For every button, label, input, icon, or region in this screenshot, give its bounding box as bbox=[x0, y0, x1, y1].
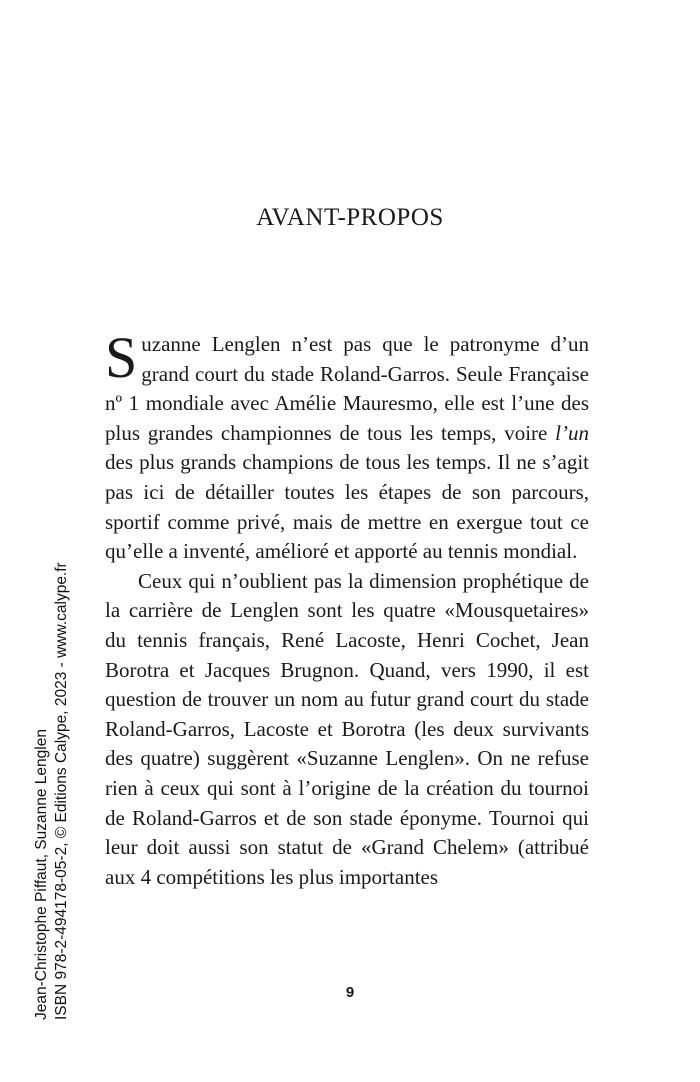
paragraph-2: Ceux qui n’oublient pas la dimension prophétique de la carrière de Lenglen sont les quatre «Mousquetaires» du tennis français, René Lacoste, Henri Cochet, Jean Borotra et Jacques Brugnon. Quand, vers 1990, il est question de trouver un nom au futur grand court du stade Roland-Garros, Lacoste et Borotra (les deux survivants des quatre) suggèrent «Suzanne Lenglen». On ne refuse rien à ceux qui sont à l’origine de la création du tournoi de Roland-Garros et de son stade éponyme. Tournoi qui leur doit aussi son statut de «Grand Chelem» (attribué aux 4 compétitions les plus importantes bbox=[105, 568, 589, 889]
copyright-side-note bbox=[32, 480, 74, 1020]
side-note-author-title: Jean-Christophe Piffaut, Suzanne Lenglen bbox=[33, 729, 50, 1020]
paragraph-1-text-a: uzanne Lenglen n’est pas que le patronyme d’un grand court du stade Roland-Garros. Seule Française nº 1 mondiale avec Amélie Mauresmo, elle est l’une des plus grandes championnes de tous les temps, voire bbox=[105, 332, 589, 445]
chapter-title: AVANT-PROPOS bbox=[256, 204, 444, 231]
paragraph-1-text-b: des plus grands champions de tous les temps. Il ne s’agit pas ici de détailler toutes les étapes de son parcours, sportif comme privé, mais de mettre en exergue tout ce qu’elle a inventé, amélioré et apporté au tennis mondial. bbox=[105, 450, 589, 564]
drop-cap: S bbox=[105, 325, 138, 390]
page-number: 9 bbox=[345, 984, 355, 1001]
side-note-isbn: ISBN 978-2-494178-05-2, © Editions Calype, 2023 - www.calype.fr bbox=[53, 562, 70, 1020]
body-text bbox=[105, 325, 589, 892]
paragraph-1-italic: l’un bbox=[555, 420, 589, 445]
paragraph-1 bbox=[105, 325, 589, 567]
